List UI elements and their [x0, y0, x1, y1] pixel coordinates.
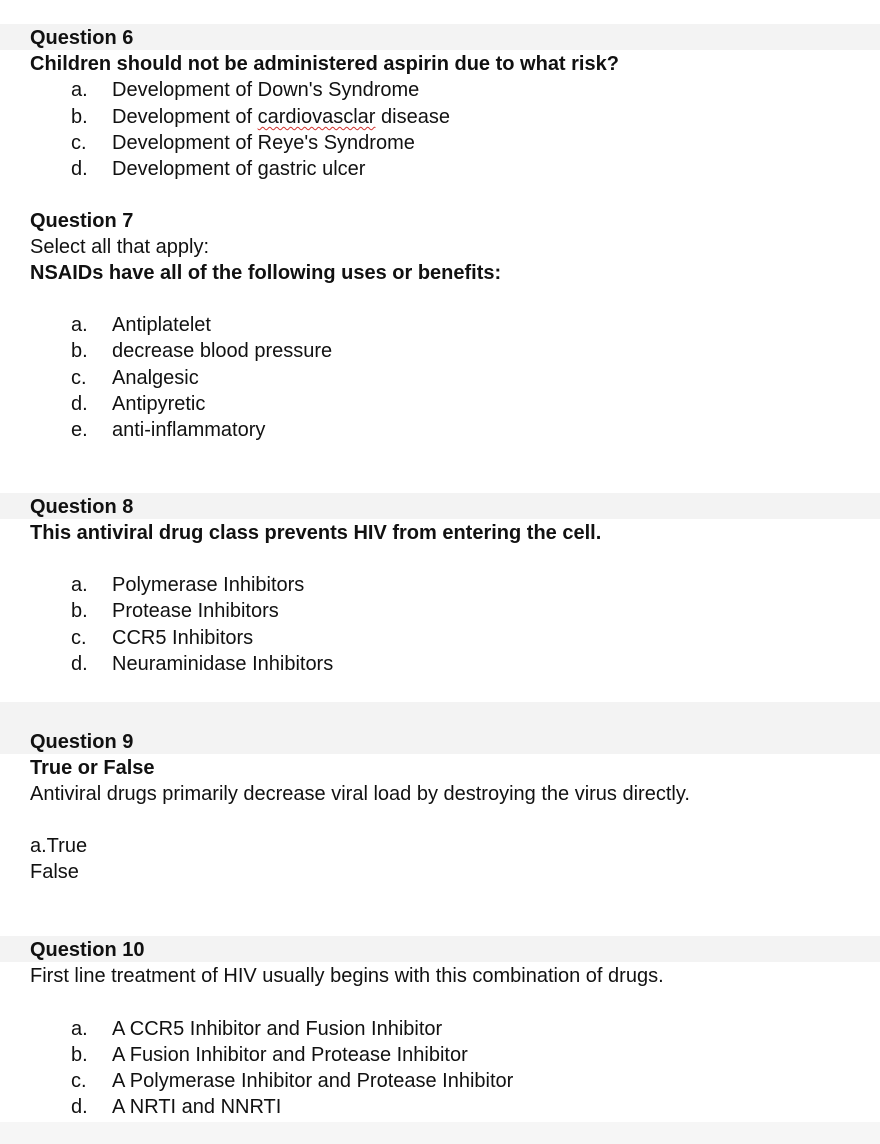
option-c[interactable]	[0, 365, 880, 391]
question-prompt: Antiviral drugs primarily decrease viral load by destroying the virus directly.	[30, 783, 690, 805]
question-prompt: Children should not be administered aspirin due to what risk?	[30, 53, 619, 75]
option-letter: a.	[71, 574, 88, 596]
option-text: decrease blood pressure	[112, 340, 333, 362]
option-letter: d.	[71, 158, 88, 180]
option-letter: c.	[71, 132, 87, 154]
question-heading: Question 9	[30, 731, 134, 753]
option-text: Polymerase Inhibitors	[112, 574, 305, 596]
option-letter: c.	[71, 1070, 87, 1092]
option-text: Development of Down's Syndrome	[112, 79, 420, 101]
option-d[interactable]	[0, 651, 880, 677]
option-letter: b.	[71, 106, 88, 128]
option-letter: d.	[71, 393, 88, 415]
option-text: Analgesic	[112, 367, 199, 389]
question-heading: Question 7	[30, 210, 134, 232]
option-d[interactable]	[0, 391, 880, 417]
misspelled-word[interactable]: cardiovasclar	[257, 106, 376, 128]
option-text: Protease Inhibitors	[112, 600, 279, 622]
option-text: Neuraminidase Inhibitors	[112, 653, 334, 675]
option-text: Antipyretic	[112, 393, 206, 415]
option-text: Development of gastric ulcer	[112, 158, 366, 180]
option-text-before: Development of	[112, 106, 258, 128]
option-letter: a.	[71, 1018, 88, 1040]
option-false[interactable]: False	[30, 861, 79, 883]
option-text-after: disease	[375, 106, 450, 128]
option-text: A CCR5 Inhibitor and Fusion Inhibitor	[112, 1018, 443, 1040]
option-text: CCR5 Inhibitors	[112, 627, 254, 649]
option-letter: d.	[71, 1096, 88, 1118]
option-b[interactable]	[0, 598, 880, 624]
option-text	[112, 104, 450, 130]
option-b[interactable]	[0, 338, 880, 364]
option-letter: e.	[71, 419, 88, 441]
option-text: A Polymerase Inhibitor and Protease Inhibitor	[112, 1070, 514, 1092]
page-bottom-edge	[0, 1122, 880, 1144]
option-true[interactable]: a.True	[30, 835, 88, 857]
option-letter: c.	[71, 367, 87, 389]
option-a[interactable]	[0, 77, 880, 103]
question-heading: Question 10	[30, 939, 145, 961]
option-d[interactable]	[0, 1094, 880, 1120]
question-heading: Question 8	[30, 496, 134, 518]
option-text: A NRTI and NNRTI	[112, 1096, 282, 1118]
option-text: Development of Reye's Syndrome	[112, 132, 415, 154]
option-letter: a.	[71, 314, 88, 336]
option-c[interactable]	[0, 1068, 880, 1094]
option-e[interactable]	[0, 417, 880, 443]
option-letter: b.	[71, 340, 88, 362]
option-text: anti-inflammatory	[112, 419, 266, 441]
option-b[interactable]	[0, 104, 880, 130]
option-a[interactable]	[0, 312, 880, 338]
question-instruction: True or False	[30, 757, 155, 779]
option-c[interactable]	[0, 625, 880, 651]
option-d[interactable]	[0, 156, 880, 182]
question-prompt: NSAIDs have all of the following uses or benefits:	[30, 262, 502, 284]
option-letter: b.	[71, 1044, 88, 1066]
option-letter: d.	[71, 653, 88, 675]
option-a[interactable]	[0, 572, 880, 598]
option-text: A Fusion Inhibitor and Protease Inhibitor	[112, 1044, 468, 1066]
question-instruction: Select all that apply:	[30, 236, 209, 258]
question-prompt: This antiviral drug class prevents HIV from entering the cell.	[30, 522, 602, 544]
option-b[interactable]	[0, 1042, 880, 1068]
option-letter: b.	[71, 600, 88, 622]
question-prompt: First line treatment of HIV usually begins with this combination of drugs.	[30, 965, 664, 987]
option-a[interactable]	[0, 1016, 880, 1042]
question-heading: Question 6	[30, 27, 134, 49]
option-text: Antiplatelet	[112, 314, 211, 336]
option-letter: c.	[71, 627, 87, 649]
option-letter: a.	[71, 79, 88, 101]
option-c[interactable]	[0, 130, 880, 156]
